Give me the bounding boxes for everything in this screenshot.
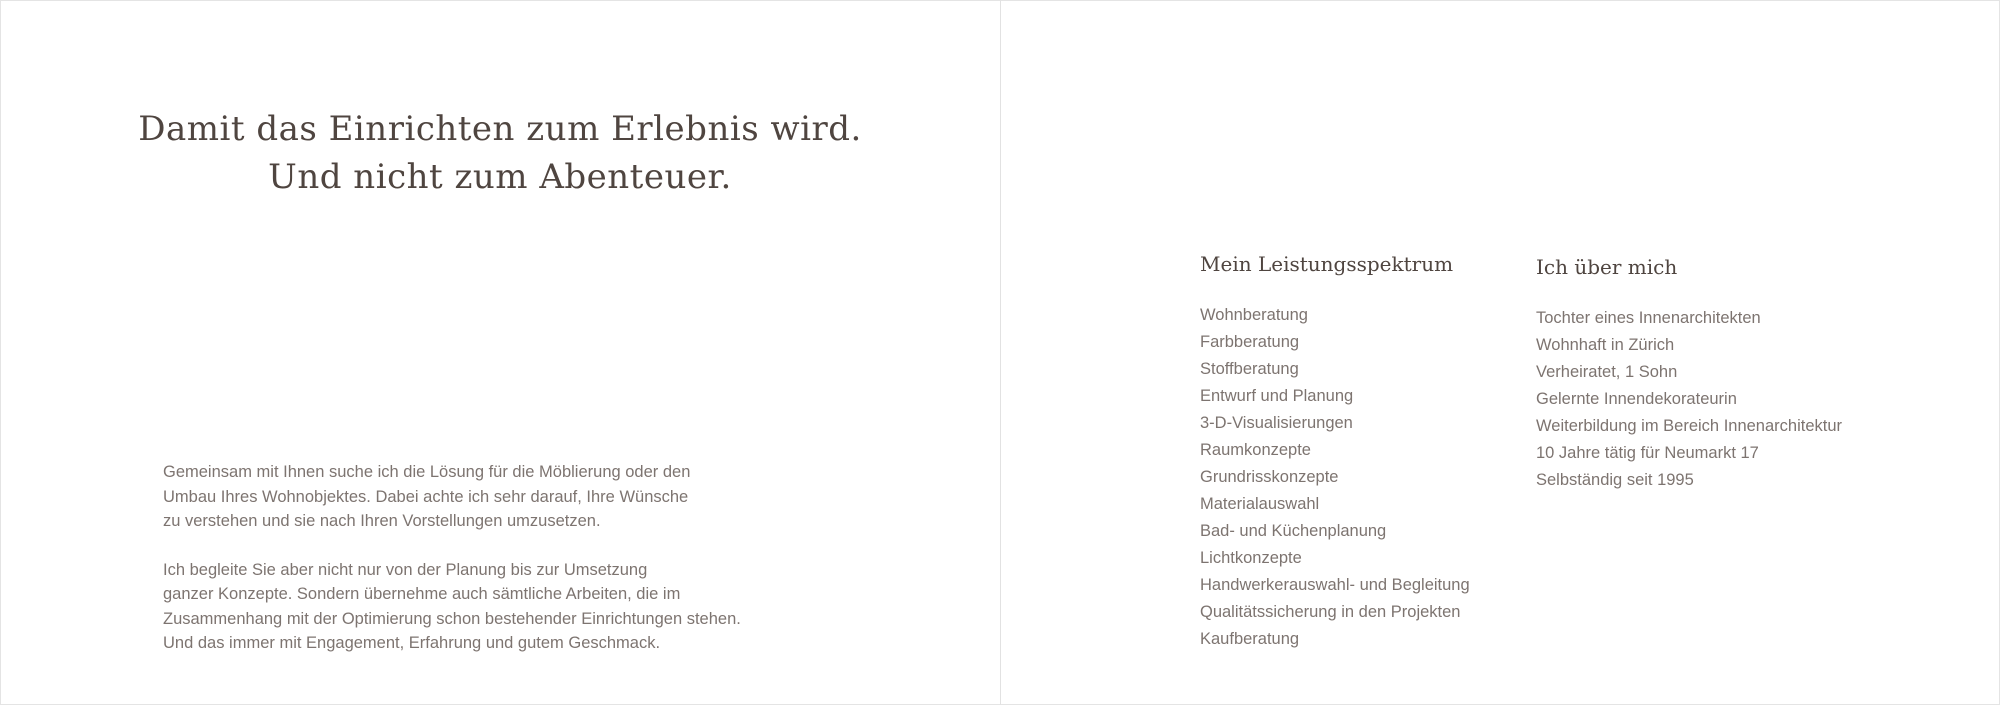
intro-line: Zusammenhang mit der Optimierung schon bestehender Einrichtungen stehen. [163,609,741,628]
services-section [1200,250,1510,653]
service-item: Kaufberatung [1200,630,1300,648]
intro-line: Ich begleite Sie aber nicht nur von der Planung bis zur Umsetzung [163,560,648,579]
about-item: Weiterbildung im Bereich Innenarchitektur [1536,417,1843,435]
about-title: Ich über mich [1536,255,1678,279]
service-item: Materialauswahl [1200,495,1320,513]
service-item: Grundrisskonzepte [1200,468,1339,486]
service-item: Stoffberatung [1200,360,1299,378]
intro-paragraph-1 [163,460,803,534]
about-item: Selbständig seit 1995 [1536,471,1694,489]
intro-line: Gemeinsam mit Ihnen suche ich die Lösung für die Möblierung oder den [163,463,691,481]
service-item: Handwerkerauswahl- und Begleitung [1200,576,1470,594]
about-item: Gelernte Innendekorateurin [1536,390,1737,408]
services-title: Mein Leistungsspektrum [1200,252,1454,276]
service-item: Farbberatung [1200,333,1300,351]
service-item: Raumkonzepte [1200,441,1311,459]
headline [100,105,900,201]
about-item: Wohnhaft in Zürich [1536,336,1675,354]
services-list [1200,302,1510,653]
about-item: Tochter eines Innenarchitekten [1536,309,1761,327]
service-item: Lichtkonzepte [1200,549,1302,567]
service-item: Entwurf und Planung [1200,387,1354,405]
headline-line-2: Und nicht zum Abenteuer. [268,157,732,197]
headline-line-1: Damit das Einrichten zum Erlebnis wird. [138,109,862,149]
intro-line: Und das immer mit Engagement, Erfahrung und gutem Geschmack. [163,634,661,652]
about-item: Verheiratet, 1 Sohn [1536,363,1678,381]
service-item: 3-D-Visualisierungen [1200,414,1353,432]
intro-paragraph-2 [163,558,803,656]
about-item: 10 Jahre tätig für Neumarkt 17 [1536,444,1759,462]
service-item: Bad- und Küchenplanung [1200,522,1387,540]
intro-text [163,460,803,680]
intro-line: ganzer Konzepte. Sondern übernehme auch sämtliche Arbeiten, die im [163,585,681,603]
fold-line [1000,0,1001,705]
about-list [1536,305,1866,494]
service-item: Qualitätssicherung in den Projekten [1200,603,1461,621]
intro-line: Umbau Ihres Wohnobjektes. Dabei achte ich sehr darauf, Ihre Wünsche [163,487,689,506]
about-section [1536,253,1866,494]
intro-line: zu verstehen und sie nach Ihren Vorstellungen umzusetzen. [163,512,601,530]
service-item: Wohnberatung [1200,306,1308,324]
